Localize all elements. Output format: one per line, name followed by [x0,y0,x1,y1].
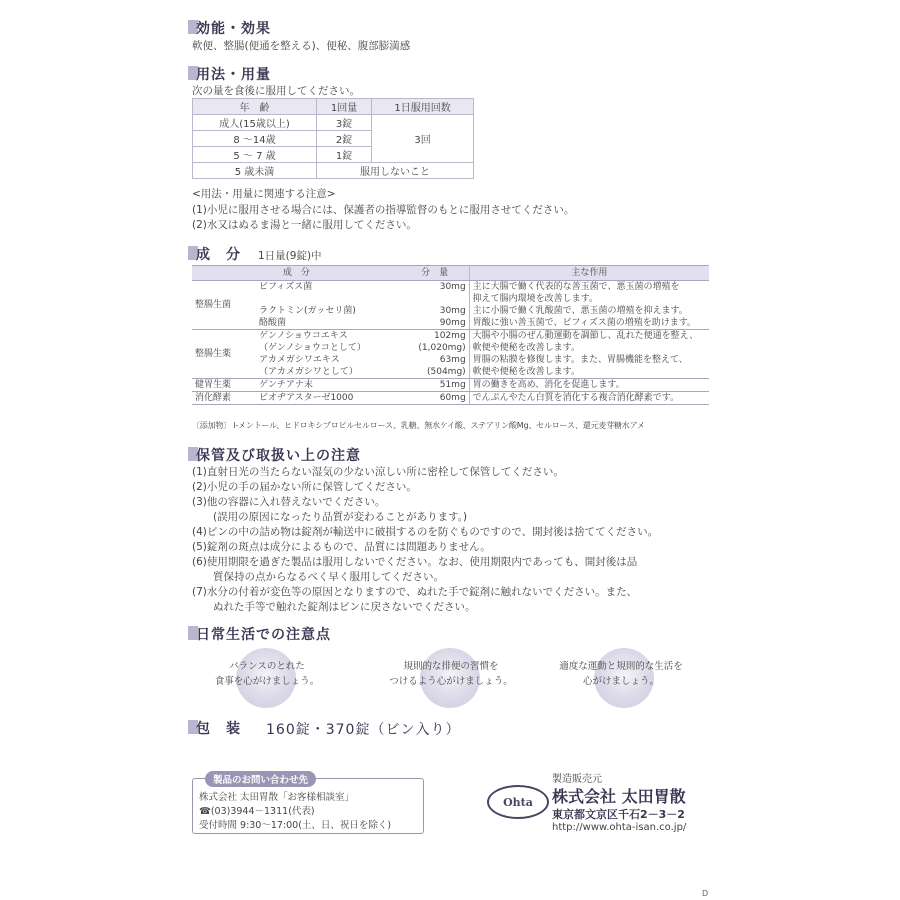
ing-effect: 主に大腸で働く代表的な善玉菌で、悪玉菌の増殖を 抑えて腸内環境を改善します。 主に小腸で働く乳酸菌で、悪玉菌の増殖を抑えます。 胃酸に強い善玉菌で、ビフィズス菌の増殖を助けます。 [469,281,709,330]
usage-note: (1)小児に服用させる場合には、保護者の指導監督のもとに服用させてください。 [192,204,575,216]
ing-names: ゲンチアナ末 [256,379,401,392]
ingredient-group [192,330,709,379]
maker-address: 東京都文京区千石2－3－2 [552,808,685,821]
ing-amounts: 102mg (1,020mg) 63mg (504mg) [401,330,470,379]
contact-hours: 受付時間 9:30～17:00(土、日、祝日を除く) [199,820,392,831]
contact-title: 製品のお問い合わせ先 [205,771,316,787]
ingredients-title: 成 分 [190,244,241,264]
usage-age: 5 歳未満 [193,163,317,179]
ing-category: 整腸生薬 [192,330,256,379]
usage-age: 8 ～14歳 [193,131,317,147]
daily-item-line: 適度な運動と規則的な生活を [559,661,683,672]
daily-item-line: バランスのとれた [229,661,305,672]
ing-effect: 大腸や小腸のぜん動運動を調節し、乱れた便通を整え、 軟便や便秘を改善します。 胃腸の粘膜を修復します。また、胃腸機能を整えて、 軟便や便秘を改善します。 [469,330,709,379]
ing-category: 健胃生薬 [192,379,256,392]
ing-effect: 胃の働きを高め、消化を促進します。 [469,379,709,392]
storage-line: (6)使用期限を過ぎた製品は服用しないでください。なお、使用期限内であっても、開封後は品 [192,556,638,568]
ing-amounts: 30mg 30mg 90mg [401,281,470,330]
daily-item [384,659,518,689]
storage-line: (4)ビンの中の詰め物は錠剤が輸送中に破損するのを防ぐものですので、開封後は捨ててください。 [192,526,659,538]
usage-age: 成人(15歳以上) [193,115,317,131]
usage-title: 用法・用量 [190,64,271,84]
usage-intro: 次の量を食後に服用してください。 [192,85,360,97]
usage-notes-title: <用法・用量に関連する注意> [192,188,336,200]
ingredients-table [192,265,709,405]
storage-title: 保管及び取扱い上の注意 [190,445,361,465]
usage-header-age: 年 齢 [193,99,317,115]
usage-header-times: 1日服用回数 [372,99,474,115]
ing-amounts: 51mg [401,379,470,392]
ing-header-amount: 分 量 [401,266,470,281]
efficacy-title: 効能・効果 [190,18,271,38]
ing-header-name: 成 分 [192,266,401,281]
storage-line: (2)小児の手の届かない所に保管してください。 [192,481,417,493]
contact-company: 株式会社 太田胃散「お客様相談室」 [199,792,355,803]
daily-item-line: 心がけましょう。 [582,676,659,687]
usage-header-dose: 1回量 [316,99,371,115]
maker-url[interactable]: http://www.ohta-isan.co.jp/ [552,822,687,833]
usage-age: 5 ～ 7 歳 [193,147,317,163]
usage-under5-text: 服用しないこと [316,163,473,179]
usage-dose: 3錠 [316,115,371,131]
usage-row [193,163,474,179]
ingredient-group [192,379,709,392]
usage-dose: 1錠 [316,147,371,163]
ing-category: 消化酵素 [192,392,256,405]
usage-dose: 2錠 [316,131,371,147]
usage-row [193,115,474,131]
ohta-logo-icon: Ohta [487,785,549,819]
daily-item-line: つけるよう心がけましょう。 [389,676,513,687]
ingredients-subtitle: 1日量(9錠)中 [258,250,322,262]
storage-line: (誤用の原因になったり品質が変わることがあります。) [192,511,468,523]
usage-table [192,98,474,179]
ing-category: 整腸生菌 [192,281,256,330]
usage-times: 3回 [372,115,474,163]
ing-names: ビフィズス菌 ラクトミン(ガッセリ菌) 酪酸菌 [256,281,401,330]
ing-header-effect: 主な作用 [469,266,709,281]
ing-names: ビオヂアスターゼ1000 [256,392,401,405]
ingredient-group [192,281,709,330]
efficacy-text: 軟便、整腸(便通を整える)、便秘、腹部膨満感 [192,40,411,52]
usage-note: (2)水又はぬるま湯と一緒に服用してください。 [192,219,417,231]
storage-line: ぬれた手等で触れた錠剤はビンに戻さないでください。 [192,601,476,613]
daily-item-line: 規則的な排便の習慣を [403,661,499,672]
storage-line: (5)錠剤の斑点は成分によるもので、品質には問題ありません。 [192,541,491,553]
storage-line: (1)直射日光の当たらない湿気の少ない涼しい所に密栓して保管してください。 [192,466,564,478]
contact-phone: ☎(03)3944－1311(代表) [199,806,315,817]
page-mark: D [702,889,709,898]
ing-amounts: 60mg [401,392,470,405]
ing-names: ゲンノショウコエキス （ゲンノショウコとして） アカメガシワエキス （アカメガシワとして） [256,330,401,379]
ing-effect: でんぷんやたん白質を消化する複合消化酵素です。 [469,392,709,405]
daily-item [546,659,696,689]
daily-title: 日常生活での注意点 [190,624,331,644]
package-text: 160錠・370錠（ビン入り） [266,722,461,738]
daily-item-line: 食事を心がけましょう。 [214,676,320,687]
storage-line: 質保持の点からなるべく早く服用してください。 [192,571,444,583]
storage-line: (7)水分の付着が変色等の原因となりますので、ぬれた手で錠剤に触れないでください。また、 [192,586,638,598]
storage-line: (3)他の容器に入れ替えないでください。 [192,496,386,508]
package-title: 包 装 [190,718,241,738]
daily-item [214,659,320,689]
ingredients-additives: 〔添加物〕 l-メントール、ヒドロキシプロピルセルロース、乳糖、無水ケイ酸、ステアリン酸Mg、セルロース、還元麦芽糖水アメ [192,421,645,430]
ingredient-group [192,392,709,405]
maker-label: 製造販売元 [552,774,602,785]
maker-name: 株式会社 太田胃散 [552,787,686,806]
